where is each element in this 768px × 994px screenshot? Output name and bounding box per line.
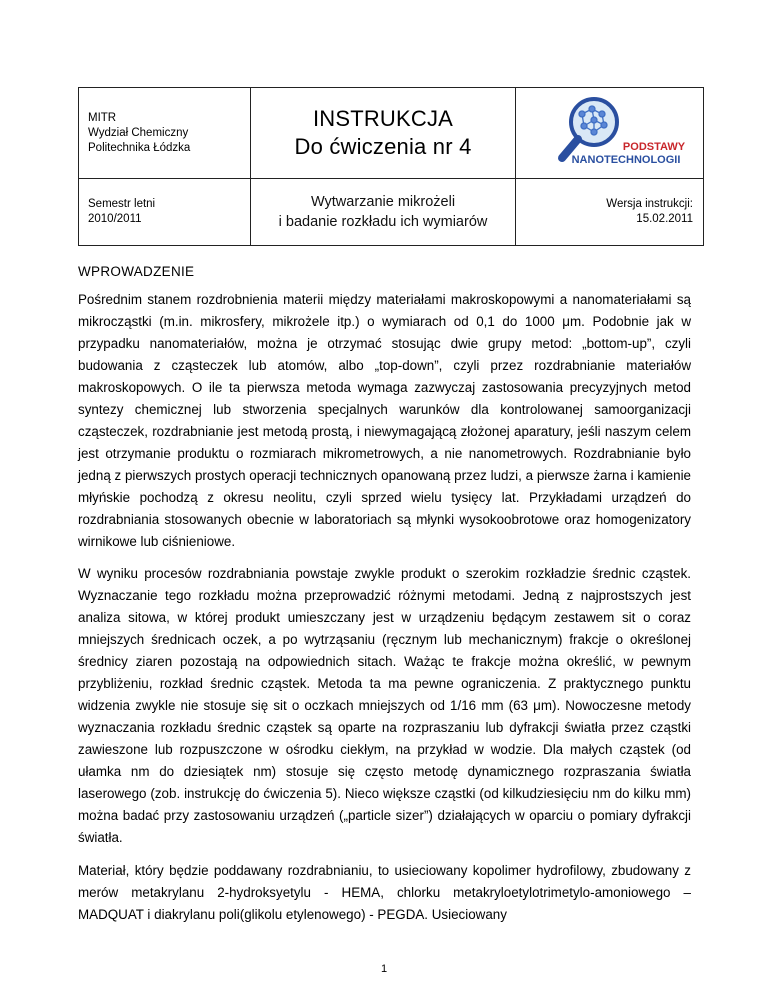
- header-table: [78, 87, 704, 246]
- page-number: 1: [380, 963, 388, 975]
- paragraph-1: Pośrednim stanem rozdrobnienia materii między materiałami makroskopowymi a nanomateriałami są mikrocząstki (m.in. mikrosfery, mikrożele itp.) o wymiarach od 0,1 do 1000 μm. Podobnie jak w przypadku nanomateriałów, można je otrzymać stosując dwie grupy metod: „bottom-up”, czyli budowania z cząsteczek lub atomów, albo „top-down”, czyli przez rozdrabnianie materiałów makroskopowych. O ile ta pierwsza metoda wymaga zazwyczaj zastosowania precyzyjnych metod syntezy chemicznej lub stworzenia specjalnych warunków dla kontrolowanej samoorganizacji cząsteczek, rozdrabnianie jest metodą prostą, i niewymagającą złożonej aparatury, jeśli naszym celem jest otrzymanie produktu o rozmiarach mikrometrowych, a nie nanometrowych. Rozdrabnianie było jedną z pierwszych prostych operacji technicznych opanowaną przez ludzi, a pierwsze żarna i kamienie młyńskie pochodzą z okresu neolitu, czyli sprzed wielu tysięcy lat. Przykładami urządzeń do rozdrabniania stosowanych obecnie w laboratoriach są młynki wysokoobrotowe oraz homogenizatory wirnikowe lub ciśnieniowe.: [78, 292, 691, 549]
- semester-line-2: 2010/2011: [88, 213, 142, 225]
- org-line-3: Politechnika Łódzka: [88, 141, 191, 154]
- semester-line-1: Semestr letni: [88, 198, 156, 210]
- semester-cell: [79, 179, 251, 246]
- subtitle-cell: [251, 179, 516, 246]
- logo-text-line-1: PODSTAWY: [622, 140, 685, 153]
- exercise-title: Do ćwiczenia nr 4: [294, 134, 472, 159]
- document-title: INSTRUKCJA: [312, 106, 454, 131]
- section-heading: WPROWADZENIE: [78, 264, 195, 279]
- org-line-1: MITR: [88, 111, 117, 124]
- logo-cell: [516, 88, 704, 179]
- organization-cell: [79, 88, 251, 179]
- version-cell: [516, 179, 704, 246]
- title-cell: [251, 88, 516, 179]
- subtitle-line-2: i badanie rozkładu ich wymiarów: [278, 214, 488, 230]
- logo-text-line-2: NANOTECHNOLOGII: [571, 153, 680, 166]
- version-line-2: 15.02.2011: [636, 213, 693, 225]
- org-line-2: Wydział Chemiczny: [88, 126, 189, 139]
- paragraph-2: W wyniku procesów rozdrabniania powstaje zwykle produkt o szerokim rozkładzie średnic cząstek. Wyznaczanie tego rozkładu można przeprowadzić różnymi metodami. Jedną z najprostszych jest analiza sitowa, w której produkt umieszczany jest w urządzeniu będącym zestawem sit o coraz mniejszych średnicach oczek, a po wytrząsaniu (ręcznym lub mechanicznym) frakcje o określonej średnicy ziaren pozostają na odpowiednich sitach. Ważąc te frakcje można określić, w pewnym przybliżeniu, rozkład średnic cząstek. Metoda ta ma pewne ograniczenia. Z praktycznego punktu widzenia zwykle nie stosuje się sit o oczkach mniejszych od 1/16 mm (63 μm). Nowoczesne metody wyznaczania rozkładu średnic cząstek są oparte na rozpraszaniu lub dyfrakcji światła przez cząstki zawieszone lub rozpuszczone w ośrodku ciekłym, na przykład w wodzie. Dla małych cząstek (od ułamka nm do dziesiątek nm) stosuje się często metodę dynamicznego rozpraszania światła laserowego (zob. instrukcję do ćwiczenia 5). Nieco większe cząstki (od kilkudziesięciu nm do kilku mm) można badać przy zastosowaniu urządzeń („particle sizer”) działających w oparciu o pomiary dyfrakcji światła.: [78, 566, 691, 845]
- nanotechnology-logo: [534, 92, 686, 170]
- version-line-1: Wersja instrukcji:: [606, 198, 693, 210]
- paragraph-3: Materiał, który będzie poddawany rozdrabnianiu, to usieciowany kopolimer hydrofilowy, zbudowany z merów metakrylanu 2-hydroksyetylu - HEMA, chlorku metakryloetylotrimetylo-amoniowego – MADQUAT i diakrylanu poli(glikolu etylenowego) - PEGDA. Usieciowany: [78, 863, 691, 922]
- subtitle-line-1: Wytwarzanie mikrożeli: [310, 194, 456, 210]
